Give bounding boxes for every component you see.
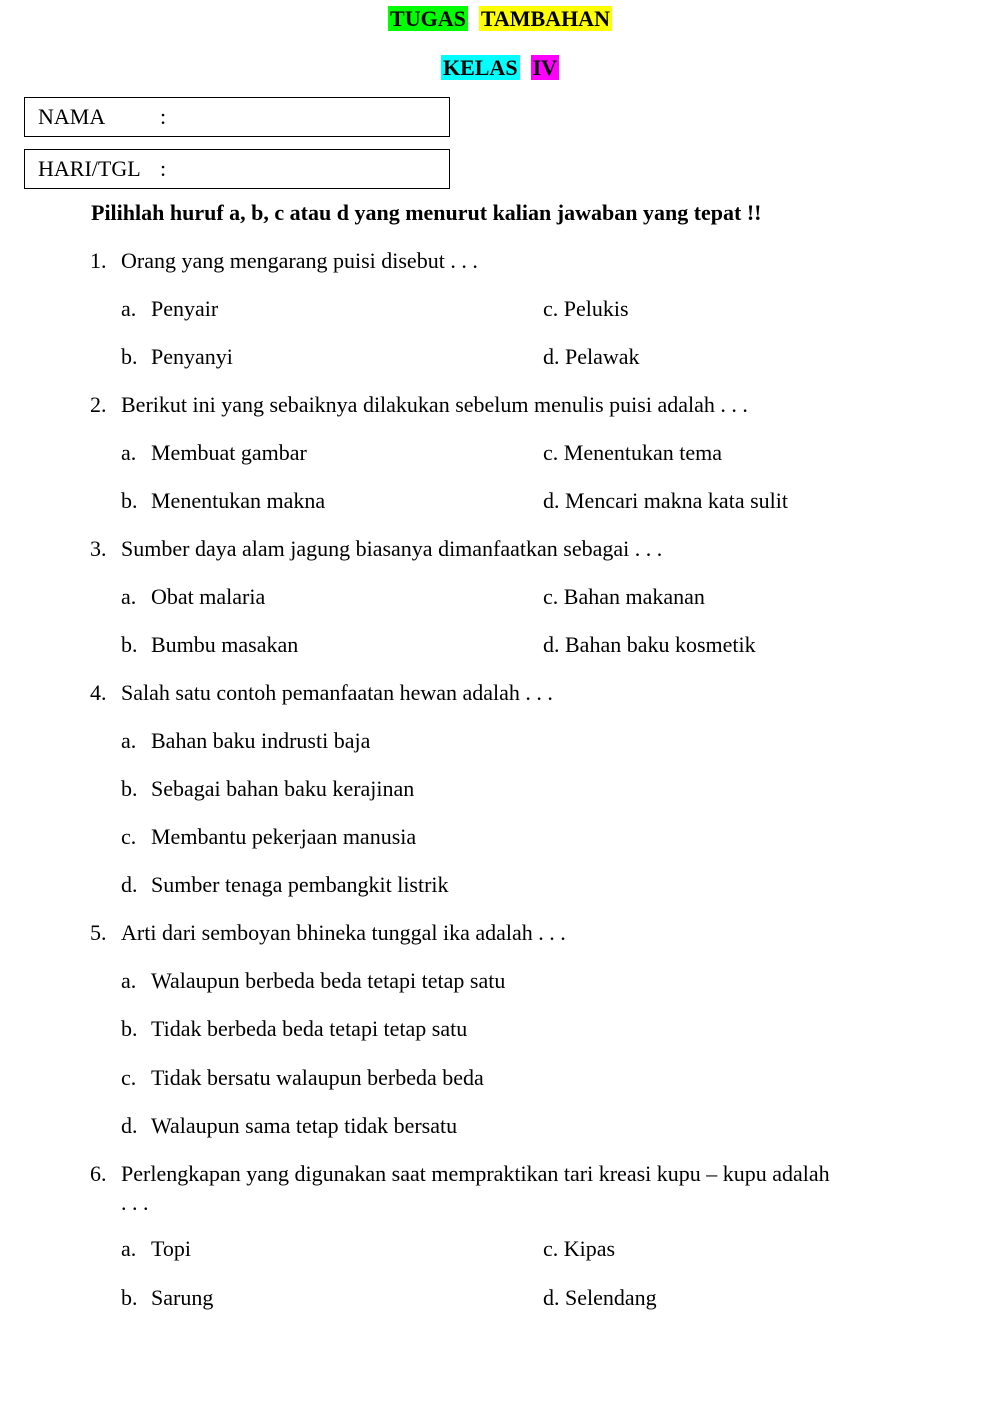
question-text: Arti dari semboyan bhineka tunggal ika adalah . . . — [121, 920, 566, 945]
option-text: Membantu pekerjaan manusia — [151, 824, 417, 849]
question-number: 2. — [90, 392, 107, 417]
question-3 — [90, 536, 890, 562]
question-text: Sumber daya alam jagung biasanya dimanfaatkan sebagai . . . — [121, 536, 663, 561]
option-1c[interactable] — [543, 296, 629, 322]
option-text: Topi — [151, 1236, 192, 1261]
option-text: Penyanyi — [151, 344, 233, 369]
option-letter: b. — [121, 1016, 138, 1041]
option-6d[interactable] — [543, 1285, 657, 1311]
option-letter: c. — [543, 1236, 559, 1261]
option-letter: a. — [121, 1236, 137, 1261]
question-text: Berikut ini yang sebaiknya dilakukan sebelum menulis puisi adalah . . . — [121, 392, 748, 417]
option-5a[interactable] — [121, 968, 505, 994]
option-3a[interactable] — [121, 584, 265, 610]
option-letter: d. — [121, 872, 138, 897]
option-letter: b. — [121, 632, 138, 657]
option-letter: c. — [543, 440, 559, 465]
question-2 — [90, 392, 890, 418]
option-letter: c. — [121, 824, 137, 849]
option-letter: a. — [121, 968, 137, 993]
option-text: Sebagai bahan baku kerajinan — [151, 776, 415, 801]
option-letter: b. — [121, 488, 138, 513]
option-text: Bumbu masakan — [151, 632, 299, 657]
option-6b[interactable] — [121, 1285, 213, 1311]
question-text: Perlengkapan yang digunakan saat mempraktikan tari kreasi kupu – kupu adalah — [121, 1161, 830, 1186]
option-text: Sarung — [151, 1285, 214, 1310]
option-1a[interactable] — [121, 296, 218, 322]
title-part2: TAMBAHAN — [480, 6, 610, 31]
option-letter: c. — [543, 296, 559, 321]
option-letter: a. — [121, 296, 137, 321]
option-letter: b. — [121, 1285, 138, 1310]
option-2d[interactable] — [543, 488, 788, 514]
option-letter: a. — [121, 584, 137, 609]
date-separator: : — [160, 156, 167, 181]
option-text: Tidak bersatu walaupun berbeda beda — [151, 1065, 484, 1090]
title-part1: TUGAS — [390, 6, 466, 31]
option-6a[interactable] — [121, 1236, 191, 1262]
option-letter: d. — [543, 632, 560, 657]
option-text: Membuat gambar — [151, 440, 307, 465]
option-4b[interactable] — [121, 776, 414, 802]
class-label: KELAS — [442, 55, 518, 80]
date-label: HARI/TGL — [38, 156, 141, 181]
question-6-continuation: . . . — [121, 1190, 149, 1215]
option-letter: d. — [543, 488, 560, 513]
class-value: IV — [532, 55, 558, 80]
option-text: Menentukan makna — [151, 488, 326, 513]
option-letter: b. — [121, 344, 138, 369]
option-text: Bahan baku kosmetik — [565, 632, 756, 657]
option-text: Menentukan tema — [563, 440, 722, 465]
date-field[interactable] — [24, 149, 450, 189]
option-5b[interactable] — [121, 1016, 467, 1042]
option-4c[interactable] — [121, 824, 416, 850]
question-number: 5. — [90, 920, 107, 945]
instruction: Pilihlah huruf a, b, c atau d yang menurut kalian jawaban yang tepat !! — [91, 200, 762, 225]
option-4d[interactable] — [121, 872, 449, 898]
option-letter: d. — [543, 1285, 560, 1310]
class-line — [0, 55, 1000, 81]
option-text: Sumber tenaga pembangkit listrik — [151, 872, 449, 897]
option-5c[interactable] — [121, 1065, 484, 1091]
option-3b[interactable] — [121, 632, 298, 658]
option-text: Bahan baku indrusti baja — [151, 728, 371, 753]
question-number: 4. — [90, 680, 107, 705]
option-3d[interactable] — [543, 632, 756, 658]
option-text: Tidak berbeda beda tetapi tetap satu — [151, 1016, 468, 1041]
option-2b[interactable] — [121, 488, 325, 514]
option-1d[interactable] — [543, 344, 640, 370]
option-text: Bahan makanan — [563, 584, 705, 609]
option-3c[interactable] — [543, 584, 705, 610]
option-text: Penyair — [151, 296, 219, 321]
option-2c[interactable] — [543, 440, 722, 466]
option-text: Obat malaria — [151, 584, 266, 609]
name-label: NAMA — [38, 104, 106, 129]
option-text: Mencari makna kata sulit — [565, 488, 788, 513]
option-letter: b. — [121, 776, 138, 801]
option-letter: c. — [121, 1065, 137, 1090]
option-text: Selendang — [565, 1285, 657, 1310]
question-5 — [90, 920, 890, 946]
question-number: 1. — [90, 248, 107, 273]
option-letter: a. — [121, 728, 137, 753]
question-text: Orang yang mengarang puisi disebut . . . — [121, 248, 478, 273]
option-letter: d. — [121, 1113, 138, 1138]
question-6 — [90, 1161, 890, 1187]
option-letter: a. — [121, 440, 137, 465]
option-5d[interactable] — [121, 1113, 457, 1139]
option-text: Pelukis — [563, 296, 629, 321]
option-text: Pelawak — [565, 344, 640, 369]
name-separator: : — [160, 104, 167, 129]
option-1b[interactable] — [121, 344, 233, 370]
option-text: Walaupun sama tetap tidak bersatu — [151, 1113, 458, 1138]
option-4a[interactable] — [121, 728, 370, 754]
option-2a[interactable] — [121, 440, 307, 466]
question-number: 6. — [90, 1161, 107, 1186]
option-text: Walaupun berbeda beda tetapi tetap satu — [151, 968, 506, 993]
name-field[interactable] — [24, 97, 450, 137]
question-number: 3. — [90, 536, 107, 561]
question-text: Salah satu contoh pemanfaatan hewan adalah . . . — [121, 680, 553, 705]
option-letter: c. — [543, 584, 559, 609]
option-6c[interactable] — [543, 1236, 615, 1262]
question-4 — [90, 680, 890, 706]
question-1 — [90, 248, 890, 274]
option-text: Kipas — [563, 1236, 616, 1261]
worksheet-title — [0, 6, 1000, 32]
option-letter: d. — [543, 344, 560, 369]
